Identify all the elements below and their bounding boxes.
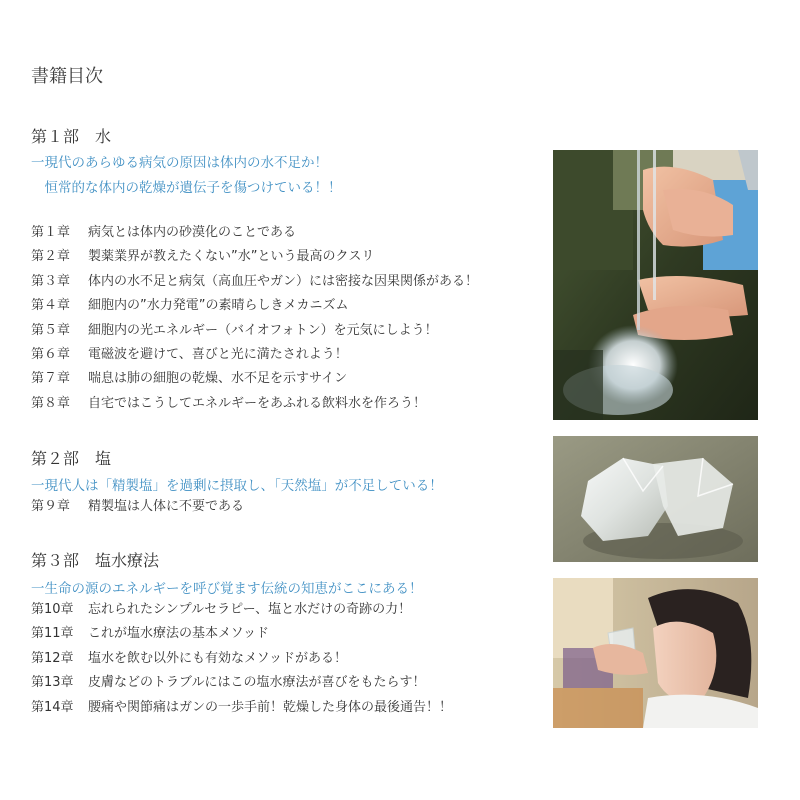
chapter-item (31, 221, 478, 245)
chapter-title: 忘れられたシンプルセラピー、塩と水だけの奇跡の力！ (88, 602, 412, 617)
chapter-number: 第４章 (31, 298, 71, 314)
chapter-item (31, 392, 478, 416)
chapter-item (31, 647, 452, 671)
woman-drinking-photo (553, 578, 758, 728)
chapter-number: 第７章 (31, 371, 71, 387)
chapter-title: 腰痛や関節痛はガンの一歩手前！乾燥した身体の最後通告！！ (88, 699, 453, 715)
chapter-item (31, 622, 452, 646)
chapter-title: 製薬業界が教えたくない”水”という最高のクスリ (88, 249, 375, 265)
chapter-title: 塩水を飲む以外にも有効なメソッドがある！ (88, 650, 347, 666)
chapter-title: 細胞内の光エネルギー（バイオフォトン）を元気にしよう！ (88, 322, 438, 338)
part-3-heading (31, 548, 159, 571)
chapter-number: 第５章 (31, 322, 71, 338)
chapter-number: 第８章 (31, 395, 71, 411)
chapter-item (31, 495, 244, 519)
part-1-subtitle-2: 恒常的な体内の乾燥が遺伝子を傷つけている！！ (31, 180, 342, 196)
chapter-title: 精製塩は人体に不要である (88, 499, 245, 514)
chapter-number: 第10章 (31, 602, 74, 617)
part-2-label: 第２部 (31, 449, 80, 468)
water-hands-photo (553, 150, 758, 420)
chapter-number: 第９章 (31, 499, 71, 514)
part-2-subtitle: 一現代人は「精製塩」を過剰に摂取し、「天然塩」が不足している！ (31, 478, 443, 494)
chapter-title: 電磁波を避けて、喜びと光に満たされよう！ (88, 346, 348, 362)
part-3-chapter-list (31, 598, 452, 720)
chapter-number: 第12章 (31, 650, 74, 666)
part-2-name: 塩 (95, 449, 112, 468)
chapter-number: 第３章 (31, 273, 71, 289)
part-3-name: 塩水療法 (95, 551, 160, 570)
chapter-title: 病気とは体内の砂漠化のことである (88, 225, 297, 240)
part-3-subtitle: 一生命の源のエネルギーを呼び覚ます伝統の知恵がここにある！ (31, 581, 423, 597)
chapter-title: これが塩水療法の基本メソッド (88, 626, 269, 642)
chapter-number: 第２章 (31, 249, 71, 265)
chapter-number: 第１章 (31, 225, 71, 240)
part-1-name: 水 (95, 127, 112, 146)
part-1-subtitle-1: 一現代のあらゆる病気の原因は体内の水不足か！ (31, 155, 328, 171)
chapter-number: 第11章 (31, 626, 74, 642)
chapter-item (31, 343, 478, 367)
salt-crystal-photo (553, 436, 758, 562)
chapter-title: 体内の水不足と病気（高血圧やガン）には密接な因果関係がある！ (88, 273, 479, 289)
chapter-item (31, 696, 452, 720)
part-2-chapter-list (31, 495, 244, 519)
chapter-number: 第13章 (31, 675, 74, 691)
chapter-item (31, 319, 478, 343)
chapter-item (31, 245, 478, 269)
chapter-item (31, 367, 478, 391)
part-1-label: 第１部 (31, 127, 80, 146)
chapter-title: 喘息は肺の細胞の乾燥、水不足を示すサイン (88, 371, 348, 387)
chapter-title: 自宅ではこうしてエネルギーをあふれる飲料水を作ろう！ (88, 395, 427, 411)
chapter-item (31, 598, 452, 622)
part-1-chapter-list (31, 221, 478, 416)
chapter-item (31, 671, 452, 695)
chapter-number: 第14章 (31, 699, 74, 715)
chapter-item (31, 294, 478, 318)
part-3-label: 第３部 (31, 551, 80, 570)
part-1-heading (31, 124, 111, 147)
chapter-item (31, 270, 478, 294)
chapter-title: 細胞内の”水力発電”の素晴らしきメカニズム (88, 298, 349, 314)
page-title: 書籍目次 (31, 66, 103, 87)
part-2-heading (31, 446, 111, 469)
chapter-title: 皮膚などのトラブルにはこの塩水療法が喜びをもたらす！ (88, 675, 426, 691)
chapter-number: 第６章 (31, 346, 71, 362)
